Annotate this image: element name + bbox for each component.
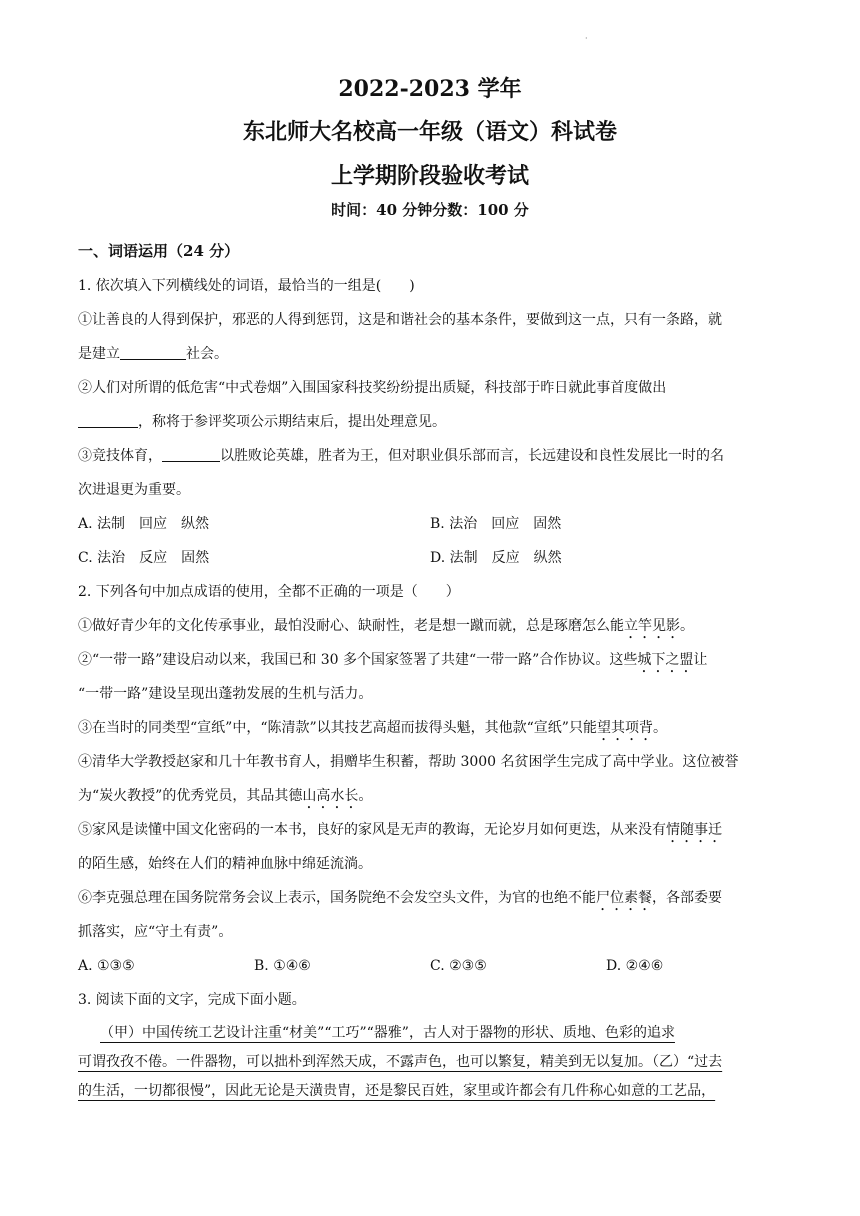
- exam-body: [78, 237, 782, 1106]
- fill-blank[interactable]: [162, 445, 220, 462]
- question-1-sentence-2: [78, 371, 782, 439]
- passage-line: 可谓孜孜不倦。一件器物，可以拙朴到浑然天成，不露声色，也可以繁复，精美到无以复加。（乙）“过去: [78, 1054, 723, 1070]
- question-2-sentence-2: [78, 643, 782, 711]
- sentence-text: 抓落实，应“守土有责”。: [78, 924, 233, 940]
- sentence-text: ⑥李克强总理在国务院常务会议上表示，国务院绝不会发空头文件，为官的也绝不能: [78, 890, 596, 906]
- dotted-idiom: 山高水长: [302, 788, 359, 804]
- dotted-idiom: 望其项背: [596, 720, 653, 736]
- sentence-text: 。: [680, 618, 694, 634]
- sentence-text: 以胜败论英雄，胜者为王，但对职业俱乐部而言，长远建设和良性发展比一时的名: [220, 448, 724, 464]
- sentence-text: 次进退更为重要。: [78, 482, 190, 498]
- dotted-idiom: 立竿见影: [624, 618, 680, 634]
- option-a[interactable]: A. 法制 回应 纵然: [78, 516, 210, 532]
- sentence-text: 社会。: [186, 346, 228, 362]
- sentence-text: 是建立: [78, 346, 120, 362]
- sentence-text: ②“一带一路”建设启动以来，我国已和 30 多个国家签署了共建“一带一路”合作协议。这些: [78, 652, 638, 668]
- sentence-text: ③竞技体育，: [78, 448, 162, 464]
- exam-title: 东北师大名校高一年级（语文）科试卷: [242, 119, 617, 145]
- reading-passage: [78, 1019, 782, 1106]
- exam-header: [0, 72, 860, 224]
- question-2-options: [78, 949, 782, 983]
- option-a[interactable]: A. ①③⑤: [78, 958, 135, 974]
- dotted-idiom: 城下之盟: [637, 652, 694, 668]
- option-c[interactable]: C. ②③⑤: [430, 958, 487, 974]
- option-d[interactable]: D. 法制 反应 纵然: [430, 550, 562, 566]
- question-1-sentence-3: [78, 439, 782, 507]
- dotted-idiom: 情随事迁: [666, 822, 722, 838]
- question-2-sentence-6: [78, 881, 782, 949]
- school-year: 2022-2023 学年: [338, 76, 522, 102]
- option-b[interactable]: B. 法治 回应 固然: [430, 516, 562, 532]
- question-1-options-row-1: [78, 507, 782, 541]
- question-2-sentence-3: [78, 711, 782, 745]
- sentence-text: ④清华大学教授赵家和几十年教书育人，捐赠毕生积蓄，帮助 3000 名贫困学生完成了高中学业。这位被誉: [78, 754, 739, 770]
- sentence-text: ③在当时的同类型“宣纸”中，“陈清款”以其技艺高超而拔得头魁，其他款“宣纸”只能: [78, 720, 597, 736]
- page-mark-dot: ·: [585, 34, 588, 43]
- option-c[interactable]: C. 法治 反应 固然: [78, 550, 210, 566]
- sentence-text: 。: [358, 788, 373, 804]
- passage-line: （甲）中国传统工艺设计注重“材美”“工巧”“器雅”，古人对于器物的形状、质地、色彩的追求: [100, 1025, 675, 1041]
- question-2-sentence-5: [78, 813, 782, 881]
- sentence-text: 让: [693, 652, 708, 668]
- section-heading: 一、词语运用（24 分）: [78, 242, 240, 260]
- question-2-sentence-4: [78, 745, 782, 813]
- question-1-stem: 1. 依次填入下列横线处的词语，最恰当的一组是( ): [78, 278, 415, 294]
- sentence-text: ，各部委要: [652, 890, 722, 906]
- fill-blank[interactable]: [78, 411, 138, 428]
- question-2: [78, 575, 782, 983]
- sentence-text: 。: [652, 720, 667, 736]
- question-2-stem: 2. 下列各句中加点成语的使用，全都不正确的一项是（ ）: [78, 584, 460, 600]
- sentence-text: 的陌生感，始终在人们的精神血脉中绵延流淌。: [78, 856, 372, 872]
- fill-blank[interactable]: [120, 343, 186, 360]
- sentence-text: ①做好青少年的文化传承事业，最怕没耐心、缺耐性，老是想一蹴而就，总是琢磨怎么能: [78, 618, 624, 634]
- question-1: [78, 269, 782, 575]
- dotted-idiom: 尸位素餐: [596, 890, 652, 906]
- sentence-text: “一带一路”建设呈现出蓬勃发展的生机与活力。: [78, 686, 373, 702]
- question-1-options-row-2: [78, 541, 782, 575]
- question-3-stem: 3. 阅读下面的文字，完成下面小题。: [78, 992, 306, 1008]
- passage-line: 的生活，一切都很慢”，因此无论是天潢贵胄，还是黎民百姓，家里或许都会有几件称心如意的工艺品，: [78, 1083, 716, 1099]
- sentence-text: ②人们对所谓的低危害“中式卷烟”入围国家科技奖纷纷提出质疑，科技部于昨日就此事首度做出: [78, 380, 667, 396]
- sentence-text: ，称将于参评奖项公示期结束后，提出处理意见。: [138, 414, 446, 430]
- sentence-text: ⑤家风是读懂中国文化密码的一本书，良好的家风是无声的教诲，无论岁月如何更迭，从来没有: [78, 822, 666, 838]
- sentence-text: ①让善良的人得到保护，邪恶的人得到惩罚，这是和谐社会的基本条件，要做到这一点，只有一条路，就: [78, 312, 722, 328]
- question-1-sentence-1: [78, 303, 782, 371]
- question-2-sentence-1: [78, 609, 782, 643]
- option-b[interactable]: B. ①④⑥: [254, 958, 311, 974]
- exam-subtitle: 上学期阶段验收考试: [330, 163, 529, 189]
- option-d[interactable]: D. ②④⑥: [606, 958, 664, 974]
- time-score-info: 时间：40 分钟分数：100 分: [331, 201, 529, 219]
- question-3: [78, 983, 782, 1106]
- sentence-text: 为“炭火教授”的优秀党员，其品其德: [78, 788, 303, 804]
